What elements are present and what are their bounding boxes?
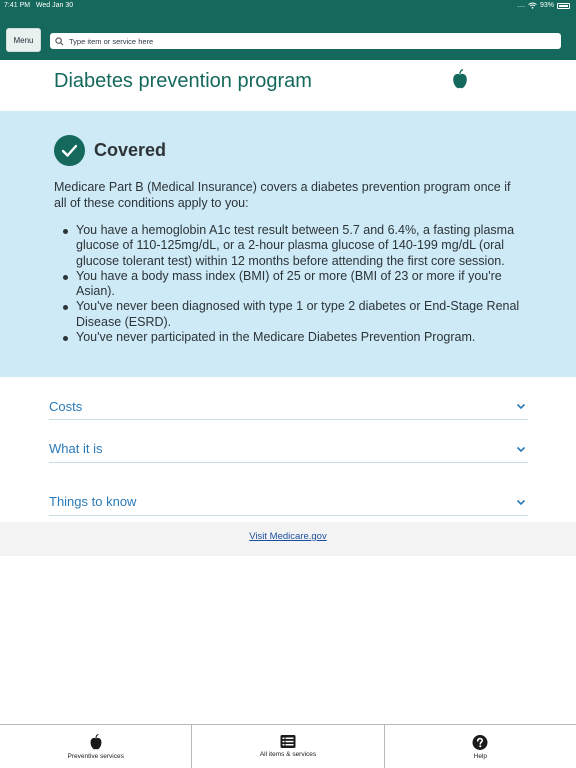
condition-item: You've never been diagnosed with type 1 or type 2 diabetes or End-Stage Renal Disease (ESRD). [76,299,528,330]
status-time-text: 7:41 PM [4,2,31,9]
chevron-down-icon [516,446,526,453]
accordion-costs[interactable] [49,390,528,420]
tab-help[interactable] [385,725,576,768]
signal-dots: .... [517,2,525,9]
tab-label: All items & services [259,751,317,758]
search-icon [55,37,64,46]
footer-band [0,522,576,556]
tab-preventive-services[interactable] [0,725,192,768]
condition-item: You have a body mass index (BMI) of 25 or more (BMI of 23 or more if you're Asian). [76,269,528,300]
chevron-down-icon [516,499,526,506]
page-title: Diabetes prevention program [54,70,312,92]
wifi-icon [528,2,537,9]
battery-icon [557,3,570,9]
coverage-section [0,111,576,377]
menu-button[interactable] [6,28,41,52]
tab-label: Help [473,753,487,760]
status-indicators [517,2,570,9]
coverage-conditions [76,223,528,345]
visit-medicare-link[interactable]: Visit Medicare.gov [249,531,327,542]
accordion-what-it-is[interactable] [49,430,528,463]
accordion-label: Costs [49,399,83,414]
accordion-things-to-know[interactable] [49,483,528,516]
accordion-label: What it is [49,441,103,456]
status-time [4,2,73,9]
help-icon [473,735,488,750]
coverage-intro: Medicare Part B (Medical Insurance) covers a diabetes prevention program once if all of these conditions apply to you: [54,180,511,210]
search-bar[interactable] [50,33,561,49]
coverage-status: Covered [94,140,167,160]
apple-icon [89,734,102,750]
checkmark-icon [54,135,85,166]
status-date: Wed Jan 30 [35,2,74,9]
tab-bar [0,724,576,768]
search-input[interactable] [69,37,549,46]
accordion-label: Things to know [49,494,137,509]
condition-item: You have a hemoglobin A1c test result between 5.7 and 6.4%, a fasting plasma glucose of 110-125mg/dL, or a 2-hour plasma glucose of 140-199 mg/dL (oral glucose tolerant test) within 12 months before attending the first core session. [76,223,528,269]
battery-percent: 93% [539,2,554,9]
status-bar [0,0,576,14]
tab-all-items-services[interactable] [192,725,384,768]
list-icon [280,735,295,748]
tab-label: Preventive services [67,753,124,760]
menu-button-label: Menu [13,35,34,45]
app-header [0,14,576,60]
apple-icon [452,69,468,89]
chevron-down-icon [516,403,526,410]
condition-item: You've never participated in the Medicare Diabetes Prevention Program. [76,330,528,345]
title-area [0,60,576,111]
